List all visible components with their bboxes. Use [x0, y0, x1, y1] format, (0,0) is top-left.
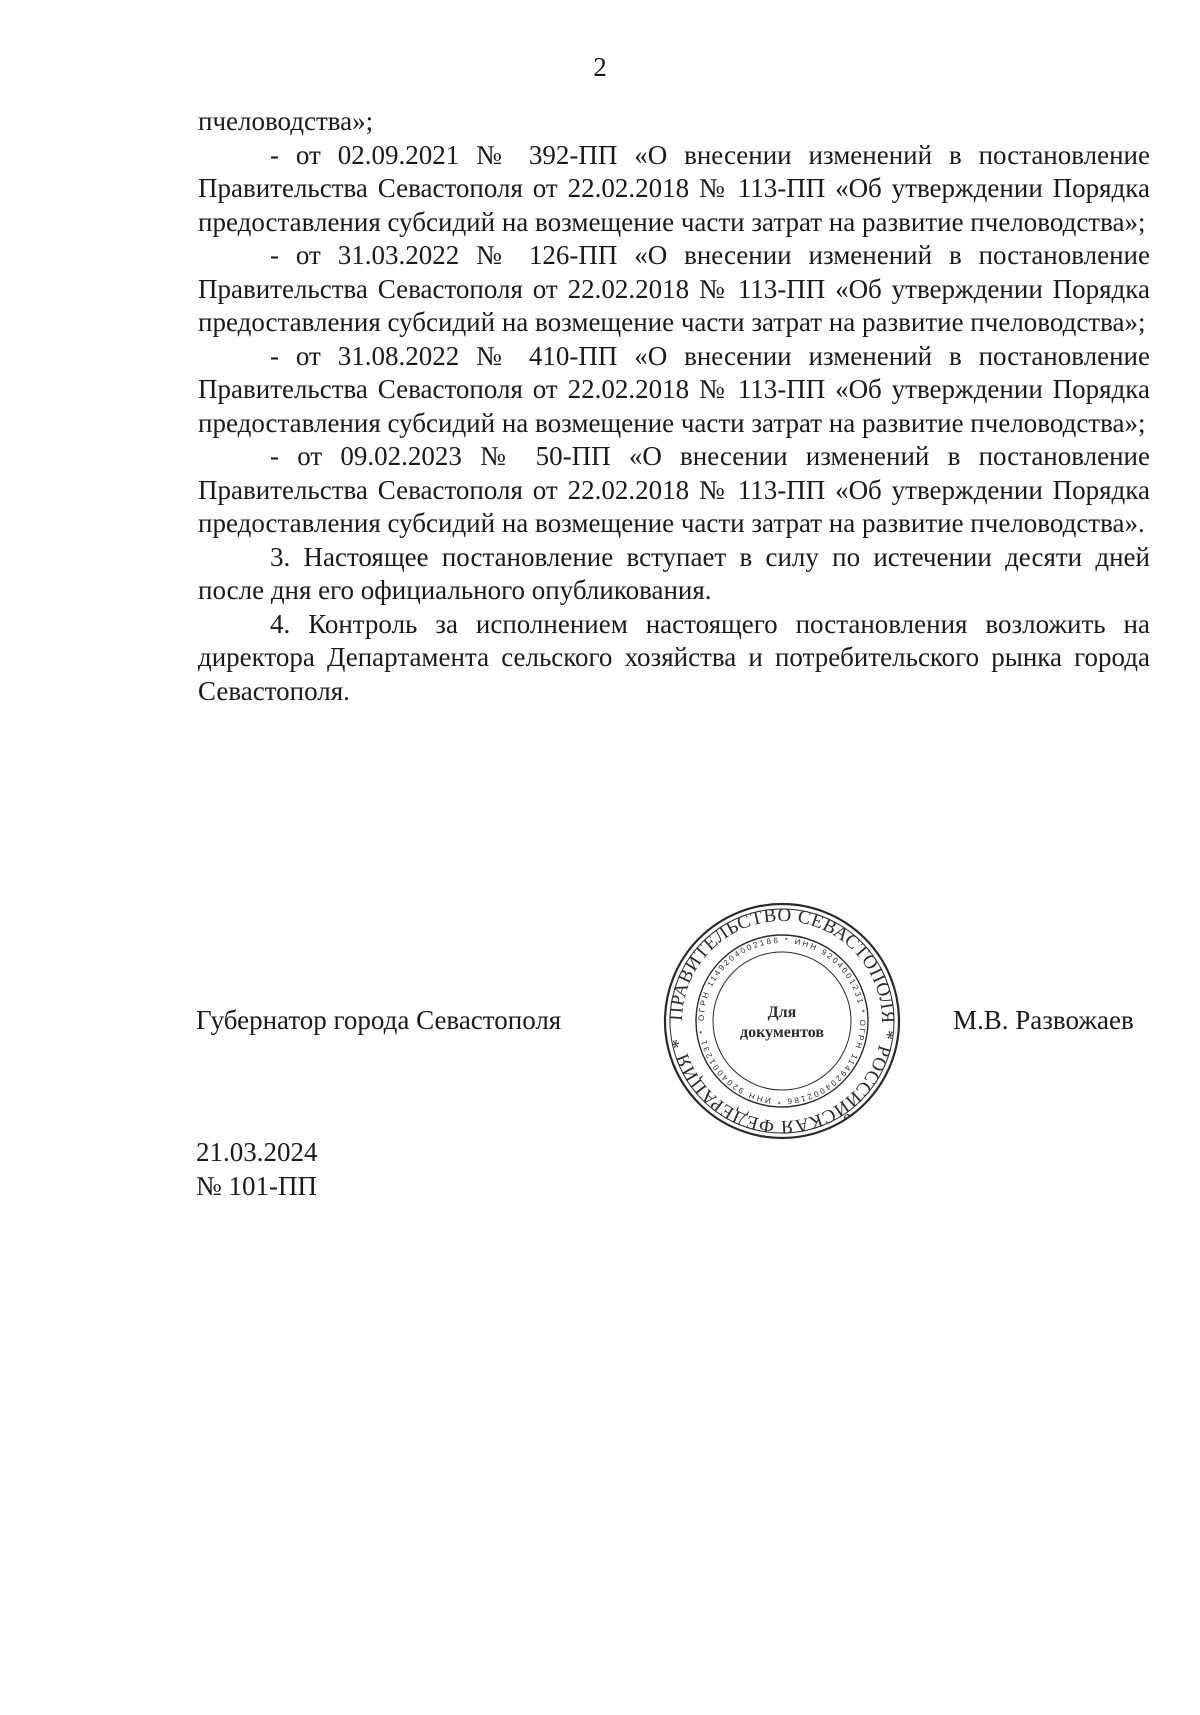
signatory-name: М.В. Развожаев [953, 1005, 1134, 1035]
seal-center-line1: Для [767, 1004, 797, 1021]
document-body [198, 105, 1150, 708]
list-item-amendment-392: - от 02.09.2021 № 392-ПП «О внесении изменений в постановление Правительства Севастополя от 22.02.2018 № 113-ПП «Об утверждении Порядка предоставления субсидий на возмещение части затрат на развитие пчеловодства»; [198, 139, 1150, 237]
paragraph-continuation: пчеловодства»; [198, 106, 374, 136]
seal-outer-text: ПРАВИТЕЛЬСТВО СЕВАСТОПОЛЯ * РОССИЙСКАЯ ФЕДЕРАЦИЯ * [665, 904, 899, 1138]
list-item-amendment-50: - от 09.02.2023 № 50-ПП «О внесении изменений в постановление Правительства Севастополя от 22.02.2018 № 113-ПП «Об утверждении Порядка предоставления субсидий на возмещение части затрат на развитие пчеловодства». [198, 441, 1150, 538]
seal-inner-text: ОГРН 1149204002186 * ИНН 9204001231 * ОГРН 1149204002186 * ИНН 9204001231 * [696, 935, 868, 1107]
paragraph-control: 4. Контроль за исполнением настоящего постановления возложить на директора Департамента сельского хозяйства и потребительского рынка города Севастополя. [198, 608, 1150, 706]
signatory-position: Губернатор города Севастополя [196, 1005, 562, 1035]
seal-graphic [662, 901, 902, 1141]
document-date: 21.03.2024 [196, 1137, 318, 1167]
list-item-amendment-410: - от 31.08.2022 № 410-ПП «О внесении изменений в постановление Правительства Севастополя от 22.02.2018 № 113-ПП «Об утверждении Порядка предоставления субсидий на возмещение части затрат на развитие пчеловодства»; [198, 340, 1150, 438]
official-seal [662, 901, 902, 1141]
paragraph-effective-date: 3. Настоящее постановление вступает в силу по истечении десяти дней после дня его официального опубликования. [198, 541, 1150, 605]
page-number: 2 [593, 52, 607, 82]
seal-center-line2: документов [740, 1024, 824, 1041]
document-number: № 101-ПП [196, 1171, 317, 1201]
list-item-amendment-126: - от 31.03.2022 № 126-ПП «О внесении изменений в постановление Правительства Севастополя от 22.02.2018 № 113-ПП «Об утверждении Порядка предоставления субсидий на возмещение части затрат на развитие пчеловодства»; [198, 240, 1150, 337]
